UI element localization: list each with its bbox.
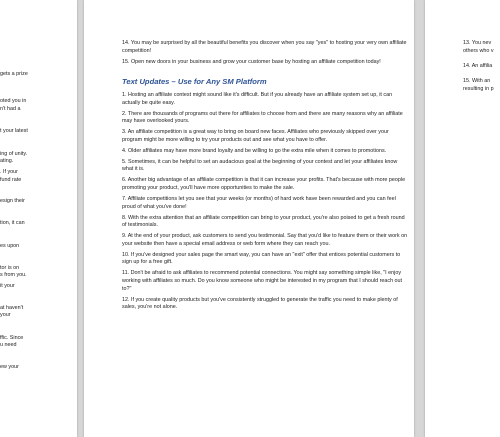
right-page-partial xyxy=(425,0,500,437)
left-line: s from you. xyxy=(0,272,27,278)
right-line: 15. With an xyxy=(463,77,491,84)
list-item: 7. Affiliate competitions let you see that your weeks (or months) of hard work have been rewarded and you can feel proud of what you've done! xyxy=(122,196,396,210)
left-line: oted you in xyxy=(0,98,27,104)
right-page-text xyxy=(463,40,500,93)
section-heading: Text Updates – Use for Any SM Platform xyxy=(122,77,267,87)
left-line: u need xyxy=(0,342,17,348)
intro-item: 14. You may be surprised by all the beautiful benefits you discover when you say "yes" to hosting your very own affiliate competition! xyxy=(122,40,407,54)
left-line: fund rate xyxy=(0,177,22,183)
list-item: 2. There are thousands of programs out there for affiliates to choose from and there are many reasons why an affiliate may have overlooked yours. xyxy=(122,110,403,125)
left-page-partial xyxy=(0,0,77,437)
left-line: t your latest xyxy=(0,128,28,134)
list-item: 12. If you create quality products but you've consistently struggled to generate the traffic you need to make plenty of sales, you're not alone. xyxy=(122,296,398,311)
list-item: 3. An affiliate competition is a great way to bring on board new faces. Affiliates who previously skipped over your program might be more willing to try your products out and see what you have to offer. xyxy=(122,129,389,143)
left-line: ing of unity. xyxy=(0,151,28,157)
left-line: es upon xyxy=(0,243,20,249)
list-item: 4. Older affiliates may have more brand loyalty and be willing to go the extra mile when it comes to promotions. xyxy=(122,147,387,154)
left-line: at haven't xyxy=(0,305,24,311)
right-line xyxy=(463,70,500,78)
left-line: your xyxy=(0,312,11,318)
page-body xyxy=(122,40,410,315)
list-item: 1. Hosting an affiliate contest might sound like it's difficult. But if you already have an affiliate system set up, it can actually be quite easy. xyxy=(122,92,393,106)
left-line: it your xyxy=(0,283,15,289)
right-line: resulting in p xyxy=(463,85,494,92)
left-line: ew your xyxy=(0,364,19,370)
list-item: 5. Sometimes, it can be helpful to set an audacious goal at the beginning of your contest and let your affiliates know what it is. xyxy=(122,158,398,173)
right-line: others who v xyxy=(463,47,494,54)
left-line: tor is on xyxy=(0,265,20,271)
left-line: ating. xyxy=(0,158,14,164)
right-line xyxy=(463,55,500,63)
list-item: 11. Don't be afraid to ask affiliates to recommend potential connections. You might say something simple like, "I enjoy working with affiliates so much. Do you know someone who might be interested in my program that I should reach out to?" xyxy=(122,270,403,292)
left-line: gets a prize xyxy=(0,71,28,77)
list-item: 8. With the extra attention that an affiliate competition can bring to your product, you're also poised to get a fresh round of testimonials. xyxy=(122,214,405,229)
left-line: ffic. Since xyxy=(0,335,24,341)
list-item: 9. At the end of your product, ask customers to send you testimonial. Say that you'd like to feature them or their work on your website then have a special email address or web form where they can reach you. xyxy=(122,233,408,247)
left-line: n't had a xyxy=(0,106,21,112)
list-item: 6. Another big advantage of an affiliate competition is that it can increase your profits. That's because with more people promoting your product, you'll have more opportunities to make the sale. xyxy=(122,177,406,192)
document-page xyxy=(84,0,414,437)
left-line: . If your xyxy=(0,169,18,175)
left-line: tion, it can xyxy=(0,220,25,226)
right-line: 14. An affilia xyxy=(463,62,493,69)
left-line: esign their xyxy=(0,198,25,204)
intro-item: 15. Open new doors in your business and grow your customer base by hosting an affiliate competition today! xyxy=(122,58,381,65)
list-item: 10. If you've designed your sales page the smart way, you can have an "exit" offer that entices potential customers to sign up for a free gift. xyxy=(122,251,401,266)
right-line: 13. You nev xyxy=(463,40,492,46)
